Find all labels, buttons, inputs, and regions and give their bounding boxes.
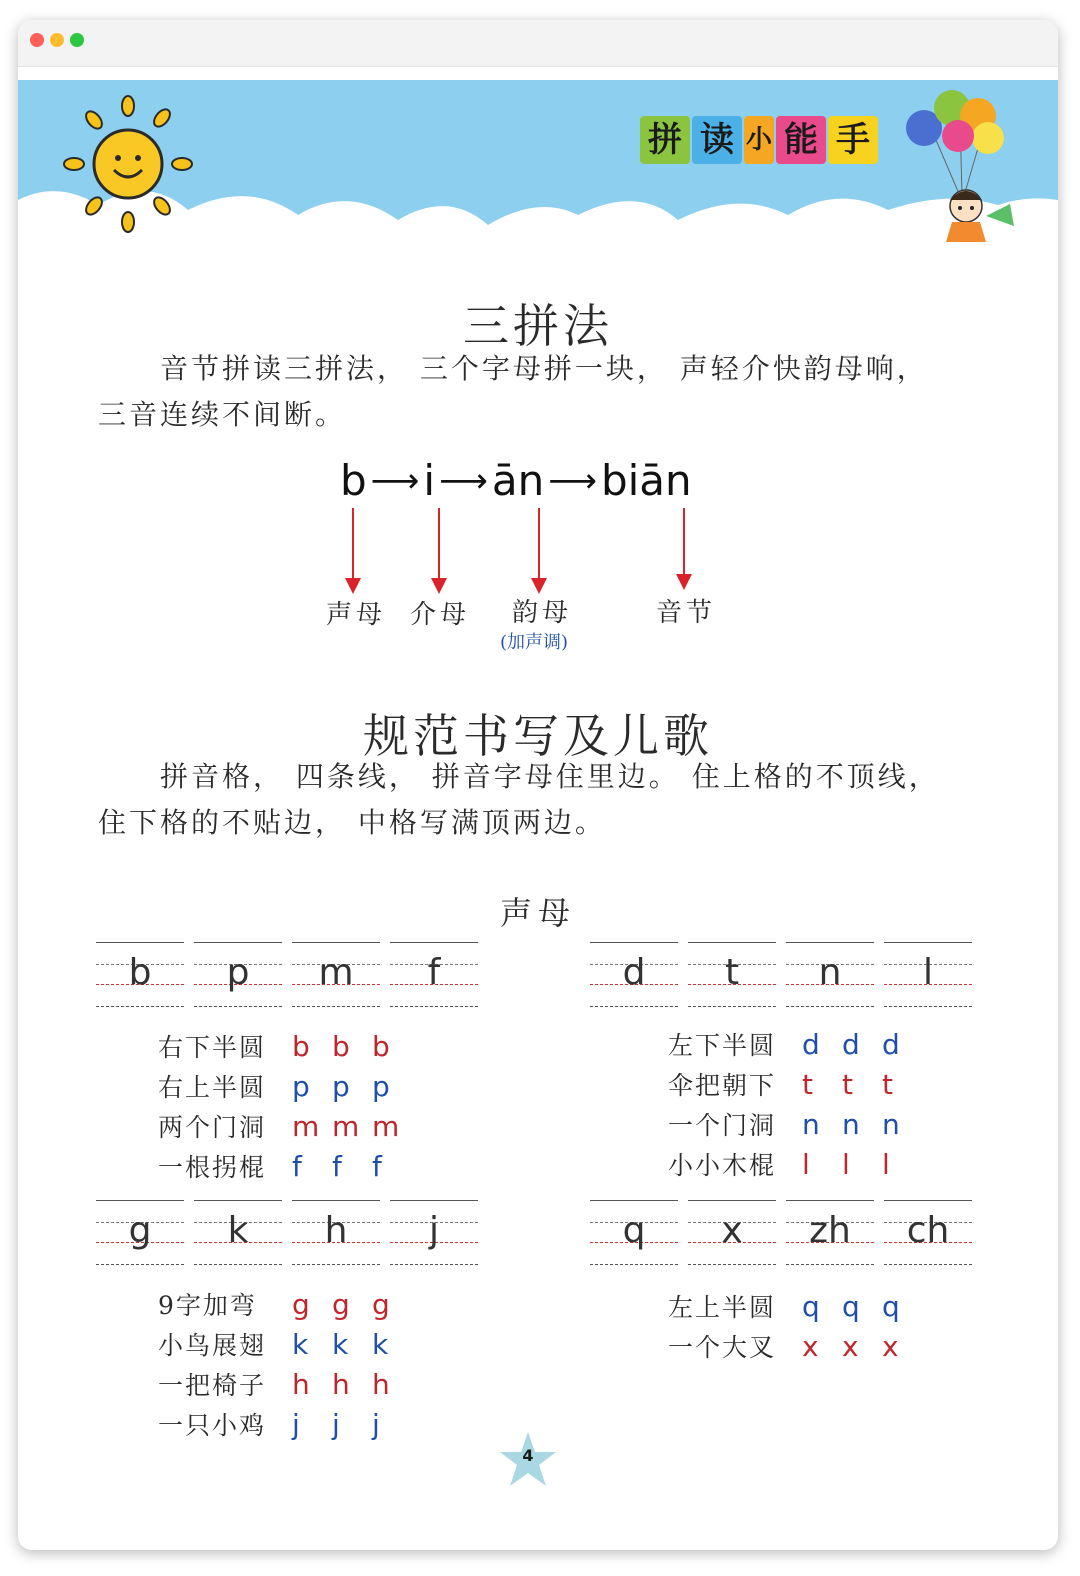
grid-line xyxy=(194,1200,282,1201)
pinyin-grid-cell xyxy=(96,942,184,1006)
pinyin-grid-cell xyxy=(590,942,678,1006)
rhyme-row xyxy=(158,1146,412,1186)
app-window xyxy=(18,20,1058,1550)
grid-line xyxy=(292,1200,380,1201)
rhyme-list xyxy=(158,1026,412,1186)
rhyme-letter: b xyxy=(372,1029,390,1063)
rhyme-text: 小小木棍 xyxy=(668,1151,777,1180)
grid-line xyxy=(786,1200,874,1201)
rhyme-letter: x xyxy=(842,1329,859,1363)
rhyme-text: 9字加弯 xyxy=(158,1291,257,1320)
grid-line xyxy=(292,942,380,943)
grid-line xyxy=(194,1006,282,1007)
down-arrow-icon xyxy=(683,508,685,576)
rhyme-letter: l xyxy=(882,1147,890,1181)
pinyin-grid-cell xyxy=(884,1200,972,1264)
pinyin-grid-cell xyxy=(194,942,282,1006)
rhyme-row xyxy=(158,1364,412,1404)
rhyme-letter: f xyxy=(372,1149,382,1183)
section-title-sanpinfa: 三拼法 xyxy=(463,299,613,353)
rhyme-text: 一个门洞 xyxy=(668,1111,777,1140)
rhyme-text: 左下半圆 xyxy=(668,1031,777,1060)
grid-line xyxy=(590,1006,678,1007)
grid-line xyxy=(688,942,776,943)
rhyme-text: 一根拐棍 xyxy=(158,1153,267,1182)
rhyme-list xyxy=(668,1024,922,1184)
pinyin-grid-cell xyxy=(292,1200,380,1264)
grid-letter: d xyxy=(622,952,646,993)
rhyme-text: 左上半圆 xyxy=(668,1293,777,1322)
grid-line xyxy=(688,1264,776,1265)
rhyme-list xyxy=(668,1286,922,1366)
banner-tile: 拼 xyxy=(640,116,690,164)
rhyme-letter: n xyxy=(802,1107,820,1141)
rhyme-letter: b xyxy=(292,1029,310,1063)
maximize-button[interactable] xyxy=(70,33,84,47)
grid-line xyxy=(96,1264,184,1265)
grid-line xyxy=(884,1200,972,1201)
rhyme-letter: k xyxy=(292,1327,309,1361)
rhyme-letter: x xyxy=(802,1329,819,1363)
pinyin-grid-cell xyxy=(292,942,380,1006)
grid-letter: n xyxy=(818,952,842,993)
label-shengmu: 声母 xyxy=(326,600,387,630)
pinyin-grid-cell xyxy=(390,942,478,1006)
pinyin-writing-grid xyxy=(590,942,972,1006)
rhyme-text: 右上半圆 xyxy=(158,1073,267,1102)
rhyme-text: 一把椅子 xyxy=(158,1371,267,1400)
rhyme-letter: l xyxy=(842,1147,850,1181)
banner-tile: 手 xyxy=(828,116,878,164)
grid-letter: p xyxy=(226,952,250,993)
pinyin-grid-cell xyxy=(96,1200,184,1264)
rhyme-letter: d xyxy=(802,1027,820,1061)
grid-letter: g xyxy=(128,1210,152,1251)
rhyme-letter: p xyxy=(372,1069,390,1103)
grid-line xyxy=(96,942,184,943)
rhyme-letter: q xyxy=(842,1289,860,1323)
down-arrow-icon xyxy=(352,508,354,580)
rhyme-row xyxy=(668,1104,922,1144)
spelling-formula xyxy=(340,456,692,505)
rhyme-text: 一个大叉 xyxy=(668,1333,777,1362)
grid-line xyxy=(786,1264,874,1265)
rhyme-row xyxy=(158,1284,412,1324)
rhyme-row xyxy=(668,1286,922,1326)
rhyme-row xyxy=(668,1064,922,1104)
rhyme-row xyxy=(668,1144,922,1184)
pinyin-grid-cell xyxy=(786,942,874,1006)
rhyme-letter: b xyxy=(332,1029,350,1063)
pinyin-writing-grid xyxy=(96,1200,478,1264)
rhyme-row xyxy=(158,1404,412,1444)
rhyme-row xyxy=(158,1106,412,1146)
pinyin-grid-cell xyxy=(688,1200,776,1264)
rhyme-letter: j xyxy=(292,1407,300,1441)
rhyme-letter: m xyxy=(332,1109,360,1143)
grid-line xyxy=(884,1006,972,1007)
pinyin-grid-cell xyxy=(688,942,776,1006)
rhyme-text: 一只小鸡 xyxy=(158,1411,267,1440)
close-button[interactable] xyxy=(30,33,44,47)
formula-medial: i xyxy=(423,456,436,505)
banner-tile: 读 xyxy=(692,116,742,164)
rhyme-letter: n xyxy=(842,1107,860,1141)
rhyme-list xyxy=(158,1284,412,1444)
rhyme-letter: t xyxy=(882,1067,893,1101)
page-number: 4 xyxy=(522,1446,534,1465)
grid-letter: k xyxy=(227,1210,249,1251)
grid-line xyxy=(390,942,478,943)
grid-line xyxy=(390,1264,478,1265)
rhyme-letter: h xyxy=(372,1367,390,1401)
rhyme-letter: d xyxy=(882,1027,900,1061)
label-jiemu: 介母 xyxy=(410,600,471,630)
label-yunmu: 韵母 xyxy=(512,598,573,628)
grid-letter: f xyxy=(427,952,441,993)
formula-final: ān xyxy=(491,456,545,505)
rhyme-letter: g xyxy=(292,1287,310,1321)
rhyme-letter: d xyxy=(842,1027,860,1061)
rhyme-letter: h xyxy=(292,1367,310,1401)
grid-line xyxy=(96,1200,184,1201)
grid-line xyxy=(390,1200,478,1201)
rhyme-letter: x xyxy=(882,1329,899,1363)
rhyme-letter: k xyxy=(332,1327,349,1361)
right-arrow-icon: ⟶ xyxy=(439,460,488,501)
rhyme-letter: q xyxy=(882,1289,900,1323)
pinyin-grid-cell xyxy=(590,1200,678,1264)
paragraph-line: 拼音格， 四条线， 拼音字母住里边。 住上格的不顶线， xyxy=(160,760,940,793)
minimize-button[interactable] xyxy=(50,33,64,47)
grid-line xyxy=(786,942,874,943)
rhyme-text: 伞把朝下 xyxy=(668,1071,777,1100)
rhyme-letter: p xyxy=(292,1069,310,1103)
intro-paragraph-1 xyxy=(98,346,988,438)
right-arrow-icon: ⟶ xyxy=(370,460,420,501)
pinyin-grid-cell xyxy=(884,942,972,1006)
grid-line xyxy=(390,1006,478,1007)
rhyme-letter: k xyxy=(372,1327,389,1361)
pinyin-grid-cell xyxy=(786,1200,874,1264)
rhyme-letter: g xyxy=(372,1287,390,1321)
rhyme-letter: j xyxy=(372,1407,380,1441)
rhyme-letter: n xyxy=(882,1107,900,1141)
grid-letter: h xyxy=(324,1210,348,1251)
rhyme-letter: l xyxy=(802,1147,810,1181)
window-titlebar xyxy=(18,20,1058,67)
rhyme-letter: m xyxy=(372,1109,400,1143)
pinyin-writing-grid xyxy=(96,942,478,1006)
grid-line xyxy=(884,1264,972,1265)
rhyme-row xyxy=(158,1026,412,1066)
grid-line xyxy=(884,942,972,943)
balloon-girl-illustration xyxy=(890,86,1030,256)
rhyme-letter: j xyxy=(332,1407,340,1441)
paragraph-line: 住下格的不贴边， 中格写满顶两边。 xyxy=(98,806,606,839)
rhyme-letter: t xyxy=(842,1067,853,1101)
rhyme-letter: q xyxy=(802,1289,820,1323)
grid-line xyxy=(96,1006,184,1007)
grid-line xyxy=(194,1264,282,1265)
rhyme-text: 两个门洞 xyxy=(158,1113,267,1142)
grid-line xyxy=(688,1200,776,1201)
rhyme-row xyxy=(158,1066,412,1106)
grid-line xyxy=(292,1006,380,1007)
rhyme-letter: p xyxy=(332,1069,350,1103)
subtitle-shengmu: 声母 xyxy=(499,894,576,932)
formula-initial: b xyxy=(340,456,367,505)
paragraph-line: 三音连续不间断。 xyxy=(98,398,347,431)
document-page xyxy=(18,80,1058,1550)
grid-letter: x xyxy=(721,1210,743,1251)
grid-letter: t xyxy=(724,952,740,993)
down-arrow-icon xyxy=(438,508,440,580)
rhyme-row xyxy=(668,1326,922,1366)
rhyme-text: 小鸟展翅 xyxy=(158,1331,267,1360)
grid-letter: zh xyxy=(809,1210,851,1251)
pinyin-writing-grid xyxy=(590,1200,972,1264)
rhyme-letter: g xyxy=(332,1287,350,1321)
grid-line xyxy=(590,1200,678,1201)
section-title-writing: 规范书写及儿歌 xyxy=(363,709,713,763)
banner-title xyxy=(640,116,878,164)
grid-line xyxy=(590,942,678,943)
rhyme-row xyxy=(158,1324,412,1364)
grid-line xyxy=(786,1006,874,1007)
label-yunmu-note: (加声调) xyxy=(500,632,569,653)
grid-line xyxy=(194,942,282,943)
grid-letter: b xyxy=(128,952,152,993)
rhyme-letter: h xyxy=(332,1367,350,1401)
down-arrow-icon xyxy=(538,508,540,580)
grid-letter: l xyxy=(922,952,933,993)
pinyin-grid-cell xyxy=(194,1200,282,1264)
rhyme-text: 右下半圆 xyxy=(158,1033,267,1062)
grid-letter: ch xyxy=(906,1210,950,1251)
rhyme-letter: f xyxy=(292,1149,302,1183)
pinyin-grid-cell xyxy=(390,1200,478,1264)
banner-tile: 小 xyxy=(744,116,774,164)
intro-paragraph-2 xyxy=(98,754,988,846)
grid-letter: q xyxy=(622,1210,646,1251)
label-yinjie: 音节 xyxy=(656,598,717,628)
grid-line xyxy=(688,1006,776,1007)
rhyme-letter: t xyxy=(802,1067,813,1101)
grid-letter: m xyxy=(318,952,354,993)
formula-syllable: biān xyxy=(600,456,692,505)
rhyme-letter: m xyxy=(292,1109,320,1143)
grid-letter: j xyxy=(428,1210,439,1251)
grid-line xyxy=(292,1264,380,1265)
sun-icon xyxy=(58,94,198,234)
paragraph-line: 音节拼读三拼法， 三个字母拼一块， 声轻介快韵母响， xyxy=(160,352,928,385)
rhyme-letter: f xyxy=(332,1149,342,1183)
rhyme-row xyxy=(668,1024,922,1064)
right-arrow-icon: ⟶ xyxy=(548,460,597,501)
banner-tile: 能 xyxy=(776,116,826,164)
grid-line xyxy=(590,1264,678,1265)
